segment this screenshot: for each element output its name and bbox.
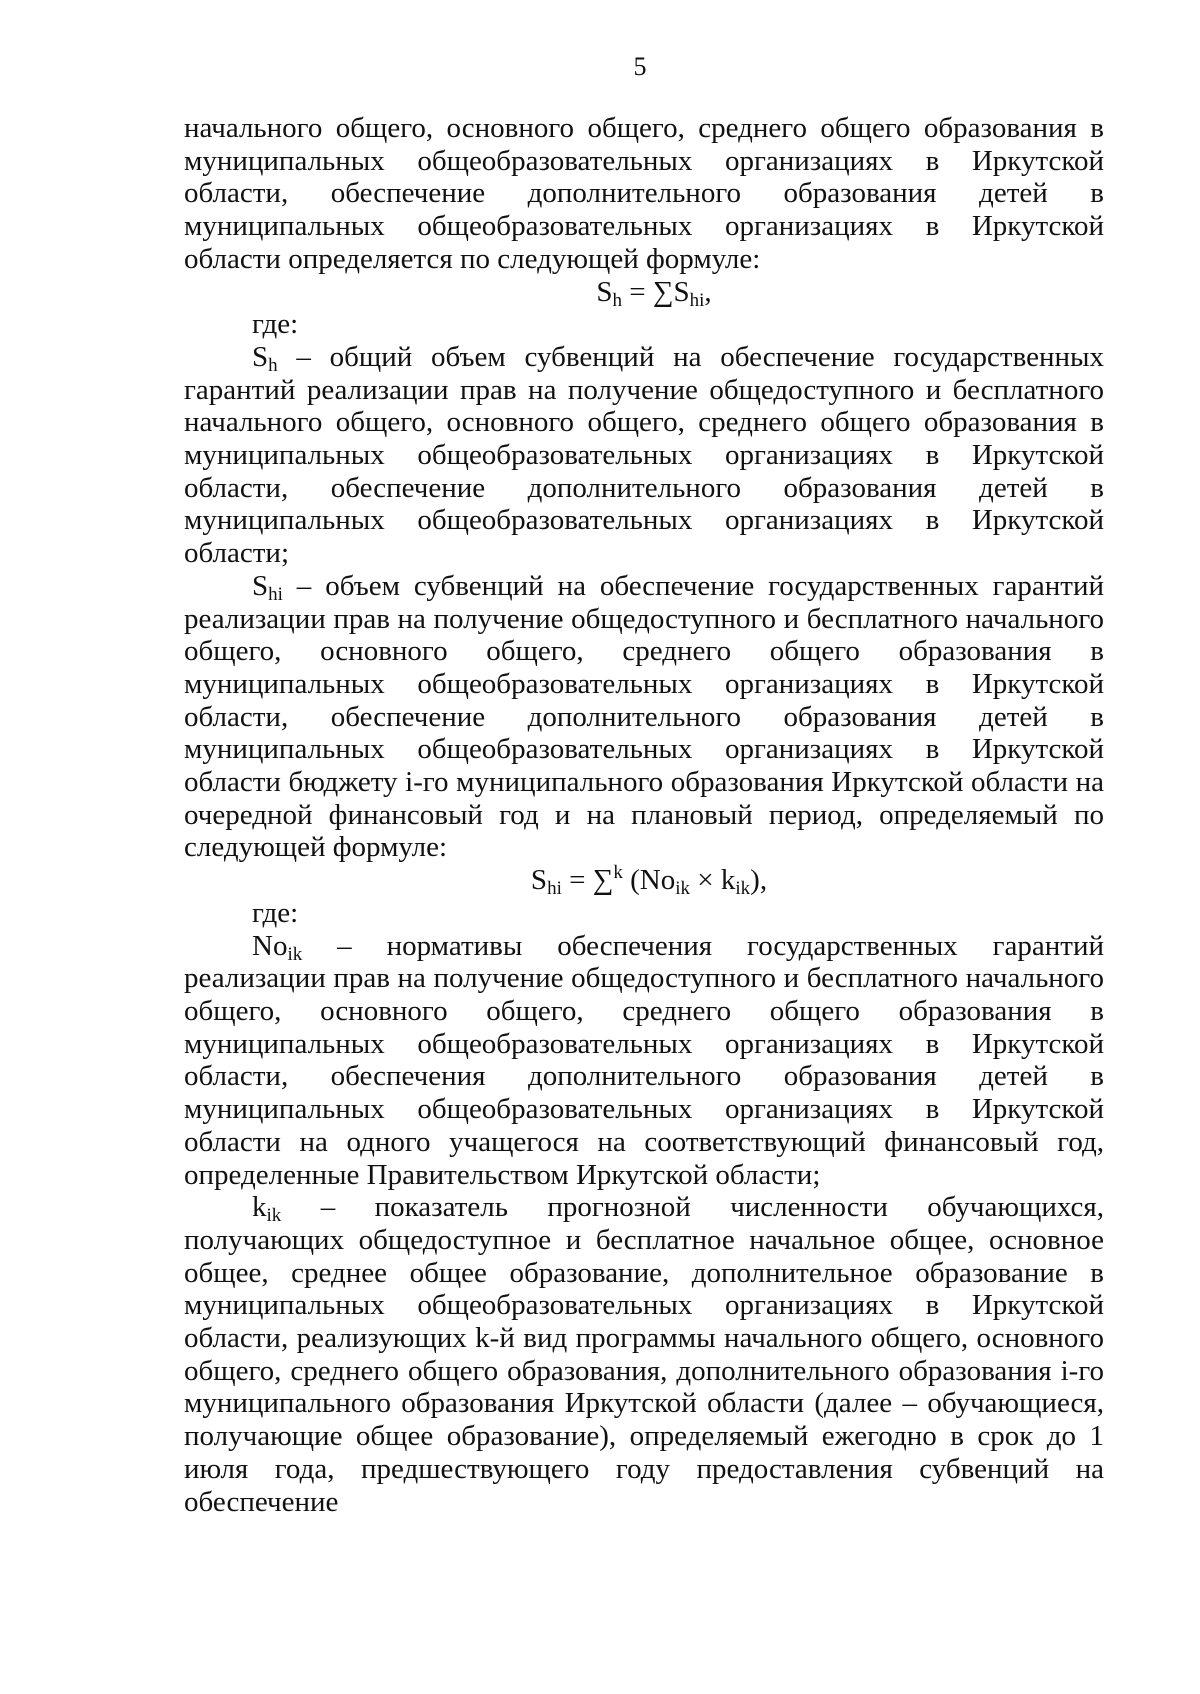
formula-shi-times: × k: [690, 864, 736, 897]
definition-shi-text: – объем субвенций на обеспечение государственных гарантий реализации прав на получение общедоступного и бесплатного начального общего, основного общего, среднего общего образования в муниципальных общеобразовательных организациях в Иркутской области, обеспечение дополнительного образования детей в муниципальных общеобразовательных организациях в Иркутской области бюджету i-го муниципального образования Иркутской области на очередной финансовый год и на плановый период, определяемый по следующей формуле:: [184, 569, 1104, 864]
definition-k-subscript: ik: [266, 1205, 282, 1227]
formula-sh-rhs-subscript: hi: [689, 289, 705, 311]
definition-shi-symbol: S: [252, 569, 269, 602]
definition-k-symbol: k: [252, 1191, 267, 1224]
definition-sh-symbol: S: [252, 340, 269, 373]
formula-shi-lhs: S: [530, 864, 548, 897]
definition-no-symbol: No: [252, 929, 288, 962]
formula-shi-sum: = ∑: [561, 864, 614, 897]
formula-shi-open: (No: [622, 864, 676, 897]
definition-no-subscript: ik: [287, 943, 303, 965]
definition-sh-text: – общий объем субвенций на обеспечение государственных гарантий реализации прав на получение общедоступного и бесплатного начального общего, основного общего, среднего общего образования в муниципальных общеобразовательных организациях в Иркутской области, обеспечение дополнительного образования детей в муниципальных общеобразовательных организациях в Иркутской области;: [184, 340, 1104, 570]
formula-sh-lhs: S: [596, 275, 613, 308]
definition-k: [184, 1191, 1104, 1518]
formula-shi-no-subscript: ik: [675, 878, 691, 900]
definition-k-text: – показатель прогнозной численности обучающихся, получающих общедоступное и бесплатное начальное общее, основное общее, среднее общее образование, дополнительное образование в муниципальных общеобразовательных организациях в Иркутской области, реализующих k-й вид программы начального общего, основного общего, среднего общего образования, дополнительного образования i-го муниципального образования Иркутской области (далее – обучающиеся, получающие общее образование), определяемый ежегодно в срок до 1 июля года, предшествующего году предоставления субвенций на обеспечение: [184, 1191, 1104, 1518]
definition-no-text: – нормативы обеспечения государственных гарантий реализации прав на получение общедоступного и бесплатного начального общего, основного общего, среднего общего образования в муниципальных общеобразовательных организациях в Иркутской области, обеспечения дополнительного образования детей в муниципальных общеобразовательных организациях в Иркутской области на одного учащегося на соответствующий финансовый год, определенные Правительством Иркутской области;: [184, 929, 1104, 1191]
formula-sh: [184, 276, 1104, 309]
document-body: [184, 112, 1104, 1518]
formula-shi: [184, 862, 1104, 900]
definition-sh-subscript: h: [268, 354, 278, 376]
where-label-1: где:: [252, 308, 299, 341]
formula-shi-k-subscript: ik: [735, 878, 751, 900]
formula-sh-tail: ,: [704, 275, 712, 308]
where-label-2: где:: [252, 896, 299, 929]
formula-sh-lhs-subscript: h: [612, 289, 622, 311]
formula-shi-sum-superscript: k: [613, 862, 623, 884]
definition-sh: [184, 341, 1104, 570]
definition-no: [184, 930, 1104, 1192]
page-number: 5: [633, 52, 647, 81]
formula-shi-lhs-subscript: hi: [547, 878, 562, 900]
definition-shi: [184, 570, 1104, 864]
paragraph-intro: начального общего, основного общего, среднего общего образования в муниципальных общеобразовательных организациях в Иркутской области, обеспечение дополнительного образования детей в муниципальных общеобразовательных организациях в Иркутской области определяется по следующей формуле:: [184, 112, 1104, 275]
formula-shi-close: ),: [750, 864, 768, 897]
definition-shi-subscript: hi: [268, 583, 283, 605]
formula-sh-operator: = ∑S: [621, 275, 690, 308]
